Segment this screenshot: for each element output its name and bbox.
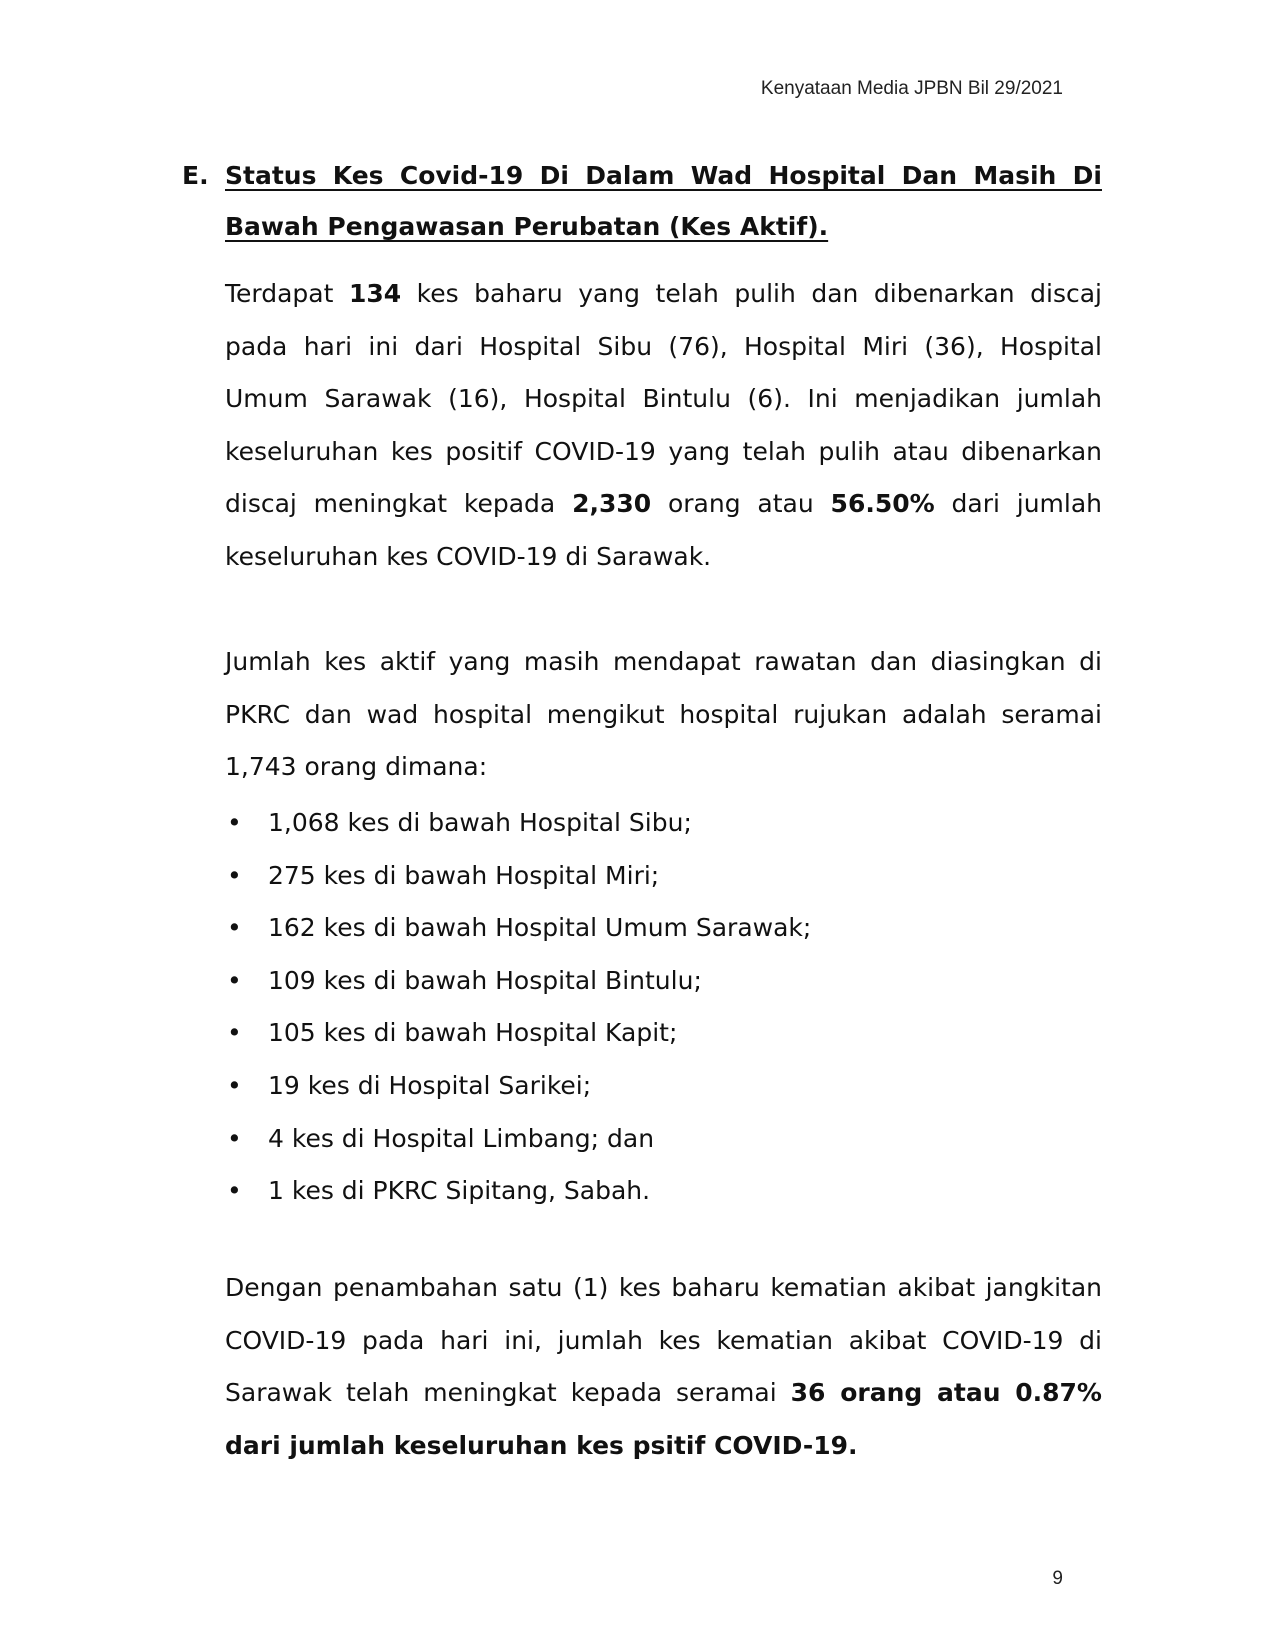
recovery-text-4: dari jumlah keseluruhan kes COVID-19 di Sarawak. bbox=[225, 489, 1103, 571]
deaths-bold-text: 36 orang atau 0.87% dari jumlah keseluruhan kes psitif COVID-19. bbox=[225, 1378, 1102, 1460]
recovery-text-2: kes baharu yang telah pulih dan dibenarkan discaj pada hari ini dari Hospital Sibu (76), Hospital Miri (36), Hospital Umum Sarawak (16), Hospital Bintulu (6). Ini menjadikan jumlah keseluruhan kes positif COVID-19 yang telah pulih atau dibenarkan discaj meningkat kepada bbox=[225, 279, 1102, 518]
list-item bbox=[225, 850, 1102, 903]
bullet-icon: • bbox=[227, 1123, 242, 1153]
document-reference-header: Kenyataan Media JPBN Bil 29/2021 bbox=[760, 78, 1063, 99]
list-item-text: 109 kes di bawah Hospital Bintulu; bbox=[268, 965, 702, 995]
recovered-new-count: 134 bbox=[348, 279, 402, 308]
recovered-total-count: 2,330 bbox=[572, 489, 652, 518]
deaths-paragraph bbox=[225, 1262, 1102, 1472]
list-item-text: 1 kes di PKRC Sipitang, Sabah. bbox=[268, 1176, 651, 1206]
recovered-percentage: 56.50% bbox=[830, 489, 935, 518]
active-cases-list bbox=[225, 797, 1102, 1218]
bullet-icon: • bbox=[227, 1018, 242, 1048]
bullet-icon: • bbox=[227, 1070, 242, 1100]
list-item-text: 275 kes di bawah Hospital Miri; bbox=[268, 860, 660, 890]
list-item bbox=[225, 1007, 1102, 1060]
list-item bbox=[225, 1113, 1102, 1166]
section-letter: E. bbox=[182, 161, 209, 190]
active-cases-paragraph: Jumlah kes aktif yang masih mendapat rawatan dan diasingkan di PKRC dan wad hospital mengikut hospital rujukan adalah seramai 1,743 orang dimana: bbox=[225, 647, 1102, 781]
list-item bbox=[225, 1165, 1102, 1218]
bullet-icon: • bbox=[227, 1176, 242, 1206]
list-item-text: 1,068 kes di bawah Hospital Sibu; bbox=[268, 808, 692, 837]
page-number: 9 bbox=[1052, 1568, 1063, 1589]
bullet-icon: • bbox=[227, 913, 242, 943]
deaths-text: Dengan penambahan satu (1) kes baharu kematian akibat jangkitan COVID-19 pada hari ini, jumlah kes kematian akibat COVID-19 di Sarawak telah meningkat kepada seramai bbox=[225, 1273, 1102, 1407]
list-item bbox=[225, 797, 1102, 850]
recovery-paragraph bbox=[225, 268, 1102, 583]
list-item-text: 4 kes di Hospital Limbang; dan bbox=[268, 1123, 655, 1153]
list-item bbox=[225, 955, 1102, 1008]
bullet-icon: • bbox=[227, 808, 242, 837]
recovery-text-1: Terdapat bbox=[225, 279, 349, 308]
bullet-icon: • bbox=[227, 965, 242, 995]
list-item-text: 105 kes di bawah Hospital Kapit; bbox=[268, 1018, 678, 1048]
section-title: Status Kes Covid-19 Di Dalam Wad Hospital Dan Masih Di Bawah Pengawasan Perubatan (Kes Aktif). bbox=[225, 161, 1102, 241]
recovery-text-3: orang atau bbox=[651, 489, 831, 518]
list-item bbox=[225, 902, 1102, 955]
section-heading bbox=[182, 150, 1102, 252]
list-item bbox=[225, 1060, 1102, 1113]
bullet-icon: • bbox=[227, 860, 242, 890]
list-item-text: 162 kes di bawah Hospital Umum Sarawak; bbox=[268, 913, 812, 943]
list-item-text: 19 kes di Hospital Sarikei; bbox=[268, 1070, 592, 1100]
